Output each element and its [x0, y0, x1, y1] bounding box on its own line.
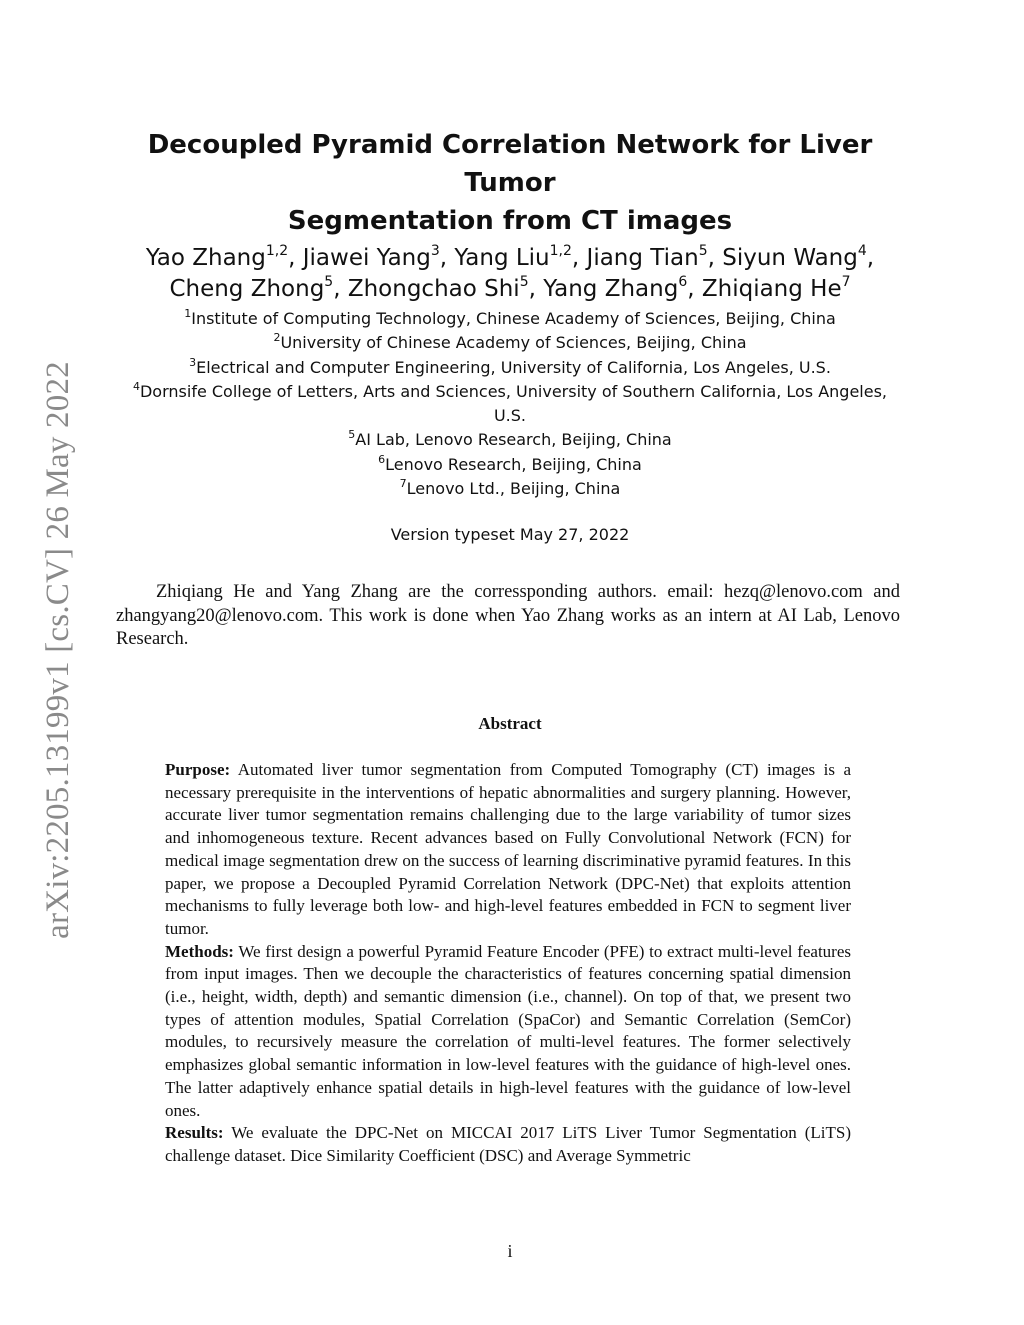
affiliation-number: 4 [132, 379, 140, 393]
affiliation-number: 1 [184, 307, 192, 320]
purpose-text: Automated liver tumor segmentation from Computed Tomography (CT) images is a necessary prerequisite in the interventions of hepatic abnormalities and surgery planning. However, accurate liver tumor segmentation remains challenging due to the large variability of tumor sizes and inhomogeneous texture. Recent advances based on Fully Convolutional Network (FCN) for medical image segmentation drew on the success of learning discriminative pyramid features. In this paper, we propose a Decoupled Pyramid Correlation Network (DPC-Net) that exploits attention mechanisms to fully leverage both low- and high-level features embedded in FCN to segment liver tumor. [165, 760, 851, 938]
corresponding-author-note [116, 581, 900, 652]
affiliation-list [100, 307, 920, 501]
author-affiliation-mark: 1,2 [549, 243, 572, 259]
affiliation-line [100, 356, 920, 380]
affiliation-text: Lenovo Research, Beijing, China [385, 454, 642, 474]
author-affiliation-mark: 5 [324, 274, 334, 290]
author-affiliation-mark: 5 [519, 274, 529, 290]
affiliation-text: Dornsife College of Letters, Arts and Sciences, University of Southern California, Los Angeles, [139, 381, 888, 401]
affiliation-text: Electrical and Computer Engineering, University of California, Los Angeles, U.S. [196, 357, 831, 377]
affiliation-text: University of Chinese Academy of Sciences, Beijing, China [280, 333, 747, 353]
version-typeset-line: Version typeset May 27, 2022 [390, 525, 630, 544]
affiliation-text: Lenovo Ltd., Beijing, China [406, 479, 621, 499]
author-line-2: Cheng Zhong$^5$, Zhongchao Shi$^5$, Yang Zhang$^6$, Zhiqiang He$^7$ [169, 274, 851, 302]
affiliation-number: 2 [273, 331, 281, 345]
author-affiliation-mark: 1,2 [265, 243, 289, 259]
author-affiliation-mark: 5 [698, 243, 708, 259]
author-name: Zhongchao Shi [347, 276, 520, 302]
abstract-body [165, 759, 851, 1168]
results-text: We evaluate the DPC-Net on MICCAI 2017 LiTS Liver Tumor Segmentation (LiTS) challenge dataset. Dice Similarity Coefficient (DSC) and Average Symmetric [165, 1123, 852, 1165]
purpose-label: Purpose: [165, 760, 231, 779]
paper-title-line-1: Decoupled Pyramid Correlation Network for Liver Tumor [147, 130, 873, 198]
affiliation-number: 3 [189, 355, 197, 369]
author-affiliation-mark: 3 [430, 243, 440, 259]
affiliation-number: 7 [399, 477, 407, 491]
corresponding-author-text: Zhiqiang He and Yang Zhang are the corressponding authors. email: hezq@lenovo.com and zhangyang20@lenovo.com. This work is done when Yao Zhang works as an intern at AI Lab, Lenovo Research. [116, 582, 900, 649]
abstract-results-paragraph [165, 1122, 851, 1167]
affiliation-line [100, 331, 920, 355]
author-name: Yang Liu [454, 245, 550, 271]
author-affiliation-mark: 7 [841, 274, 851, 290]
abstract-purpose-paragraph [165, 759, 851, 941]
results-label: Results: [165, 1123, 224, 1143]
affiliation-number: 5 [348, 428, 356, 442]
author-name: Zhiqiang He [701, 276, 842, 302]
arxiv-identifier-stamp: arXiv:2205.13199v1 [cs.CV] 26 May 2022 [40, 361, 76, 939]
page-number: i [507, 1241, 513, 1261]
author-name: Jiawei Yang [302, 245, 431, 271]
author-line-1: Yao Zhang$^{1,2}$, Jiawei Yang$^3$, Yang Liu$^{1,2}$, Jiang Tian$^5$, Siyun Wang$^4$, [145, 243, 875, 271]
affiliation-line [100, 380, 920, 404]
affiliation-line [100, 477, 920, 501]
author-name: Jiang Tian [586, 245, 699, 271]
author-name: Yao Zhang [145, 245, 266, 271]
author-list [80, 243, 940, 305]
paper-title-line-2: Segmentation from CT images [287, 206, 733, 236]
affiliation-number: 6 [378, 452, 386, 466]
affiliation-line [100, 428, 920, 452]
author-affiliation-mark: 6 [678, 274, 688, 290]
affiliation-text: AI Lab, Lenovo Research, Beijing, China [355, 430, 672, 450]
author-name: Siyun Wang [722, 245, 858, 271]
paper-title [100, 126, 920, 240]
author-affiliation-mark: 4 [857, 243, 867, 259]
abstract-heading: Abstract [478, 714, 542, 733]
methods-label: Methods: [165, 941, 234, 961]
affiliation-text: Institute of Computing Technology, Chinese Academy of Sciences, Beijing, China [191, 309, 836, 328]
abstract-methods-paragraph [165, 941, 851, 1123]
affiliation-line [100, 307, 920, 331]
affiliation-line [100, 453, 920, 477]
methods-text: We first design a powerful Pyramid Feature Encoder (PFE) to extract multi-level features from input images. Then we decouple the characteristics of features concerning spatial dimension (i.e., height, width, depth) and semantic dimension (i.e., channel). On top of that, we present two types of attention modules, Spatial Correlation (SpaCor) and Semantic Correlation (SemCor) modules, to recursively measure the correlation of multi-level features. The former selectively emphasizes global semantic information in low-level features with the guidance of high-level ones. The latter adaptively enhance spatial details in high-level features with the guidance of low-level ones. [165, 941, 851, 1120]
affiliation-continuation: U.S. [493, 406, 527, 426]
author-name: Cheng Zhong [169, 276, 325, 302]
author-name: Yang Zhang [543, 276, 679, 302]
